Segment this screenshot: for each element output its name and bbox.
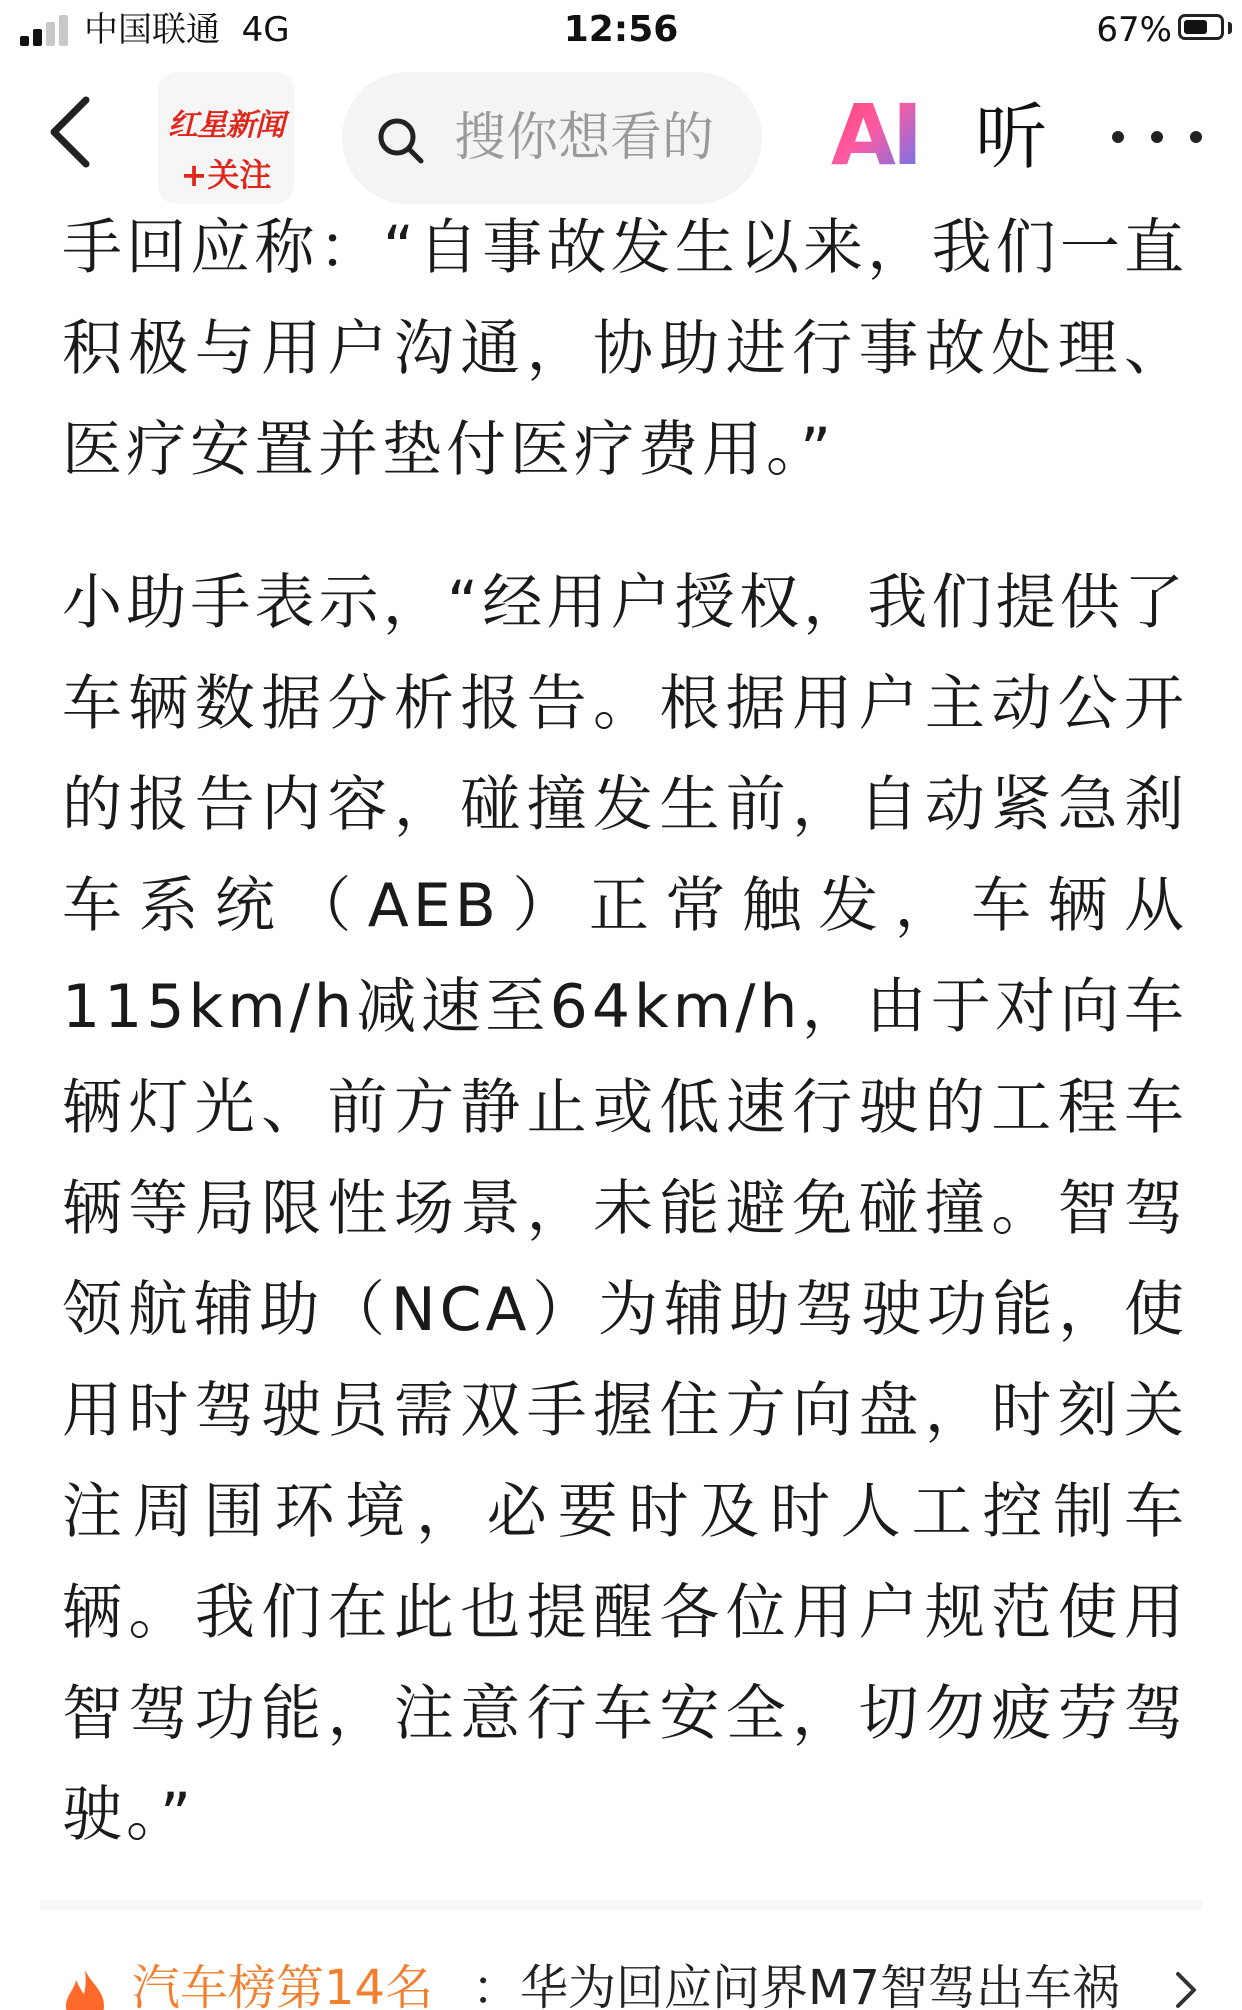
battery-percent: 67%: [1096, 10, 1172, 50]
search-icon: [376, 116, 426, 166]
article-paragraph: 手回应称：“自事故发生以来，我们一直积极与用户沟通，协助进行事故处理、医疗安置并垫付医疗费用。”: [62, 213, 1188, 485]
back-button[interactable]: [40, 92, 110, 172]
hot-list-recommendation[interactable]: [50, 1950, 1210, 2010]
fire-icon: [60, 1968, 110, 2010]
section-divider: [40, 1900, 1202, 1910]
carrier-label: 中国联通 4G: [84, 10, 290, 50]
article-body: [62, 198, 1188, 1866]
battery-fill: [1184, 20, 1207, 34]
search-input[interactable]: [454, 102, 754, 174]
ai-button[interactable]: AI: [820, 90, 930, 180]
follow-label: +关注: [180, 156, 272, 194]
status-time: 12:56: [563, 9, 679, 50]
media-logo-follow-button[interactable]: [158, 72, 294, 204]
listen-button[interactable]: 听: [974, 95, 1047, 179]
hot-rank-tag: 汽车榜第14名: [132, 1960, 434, 2010]
chevron-left-icon: [40, 92, 110, 172]
battery-icon: [1178, 14, 1224, 40]
battery-cap: [1228, 22, 1232, 34]
status-bar: [0, 0, 1242, 62]
media-logo: 红星新闻: [168, 108, 284, 143]
more-button[interactable]: [1102, 102, 1212, 172]
chevron-right-icon: [1170, 1970, 1200, 2010]
network-type: 4G: [241, 10, 290, 50]
nav-bar: [0, 62, 1242, 210]
more-dots-icon: [1102, 102, 1212, 172]
search-bar[interactable]: [342, 72, 762, 204]
article-paragraph: 小助手表示，“经用户授权，我们提供了车辆数据分析报告。根据用户主动公开的报告内容，碰撞发生前，自动紧急刹车系统（AEB）正常触发，车辆从115km/h减速至64km/h，由于对向车辆灯光、前方静止或低速行驶的工程车辆等局限性场景，未能避免碰撞。智驾领航辅助（NCA）为辅助驾驶功能，使用时驾驶员需双手握住方向盘，时刻关注周围环境，必要时及时人工控制车辆。我们在此也提醒各位用户规范使用智驾功能，注意行车安全，切勿疲劳驾驶。”: [62, 568, 1188, 1850]
recommendation-title: 华为回应问界M7智驾出车祸: [520, 1960, 1120, 2010]
rank-separator: ：: [472, 1960, 521, 2010]
